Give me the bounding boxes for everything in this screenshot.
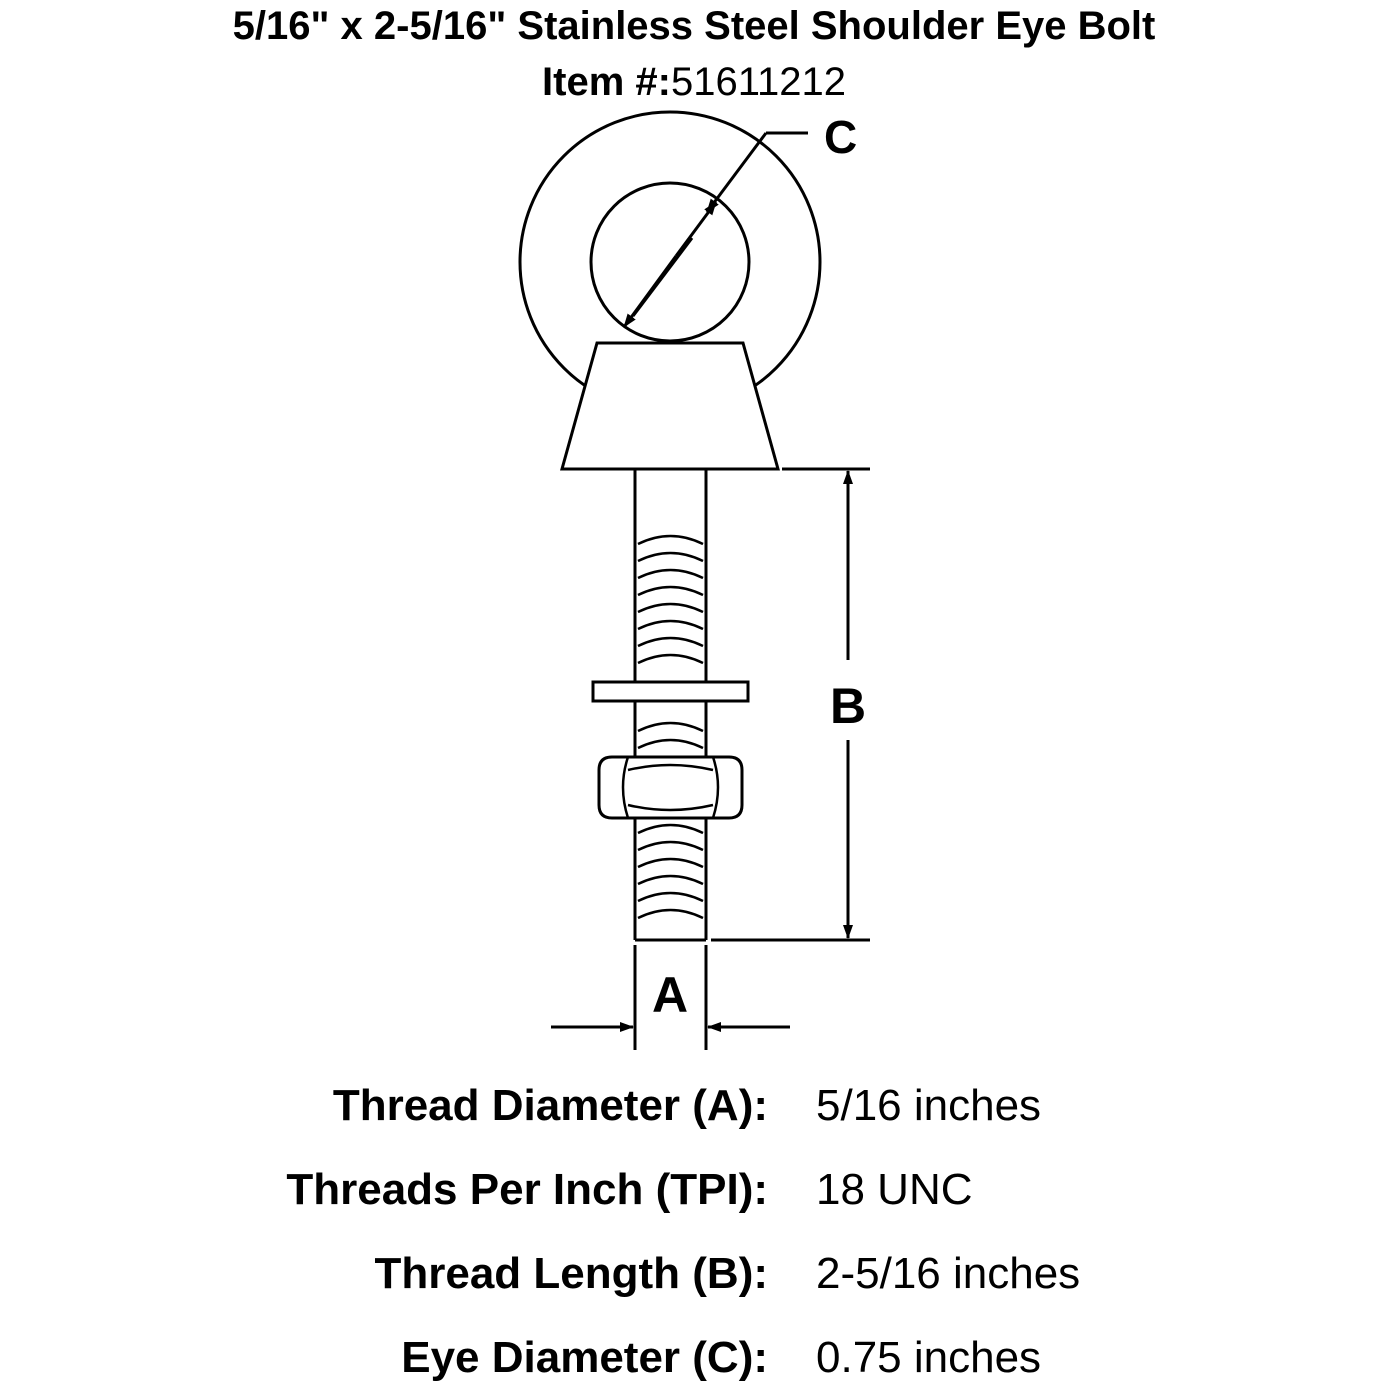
thread-crest (638, 570, 703, 578)
thread-crest (638, 859, 703, 867)
thread-crest (638, 893, 703, 901)
threaded-shank (635, 469, 706, 940)
thread-crest (638, 638, 703, 646)
dimension-b-label: B (829, 678, 867, 734)
spec-row-thread-diameter (0, 1080, 1388, 1140)
spec-value: 5/16 inches (816, 1081, 1042, 1130)
thread-crest (638, 910, 703, 918)
shoulder (562, 343, 778, 469)
product-title: 5/16" x 2-5/16" Stainless Steel Shoulder Eye Bolt (232, 4, 1156, 48)
spec-label: Threads Per Inch (TPI): (286, 1165, 768, 1214)
thread-crest (638, 723, 703, 731)
item-number-label: Item #: (542, 60, 671, 104)
thread-crest (638, 604, 703, 612)
thread-crest (638, 842, 703, 850)
spec-row-eye-diameter (0, 1332, 1388, 1392)
spec-label: Eye Diameter (C): (401, 1333, 768, 1382)
spec-value: 0.75 inches (816, 1333, 1042, 1382)
thread-crest (638, 553, 703, 561)
thread-crest (638, 876, 703, 884)
spec-row-thread-length (0, 1248, 1388, 1308)
washer (593, 682, 748, 701)
thread-crest (638, 825, 703, 833)
dimension-a-label: A (651, 967, 689, 1023)
item-number-value: 51611212 (670, 60, 846, 104)
thread-crest (638, 740, 703, 748)
spec-label: Thread Diameter (A): (332, 1081, 768, 1130)
thread-crest (638, 587, 703, 595)
dimension-a (551, 945, 790, 1050)
spec-value: 2-5/16 inches (816, 1249, 1081, 1298)
thread-crest (638, 536, 703, 544)
thread-crest (638, 621, 703, 629)
thread-crest (638, 655, 703, 663)
dimension-b (711, 469, 870, 940)
dimension-c-label: C (824, 111, 858, 163)
hex-nut (599, 757, 742, 818)
spec-row-tpi (0, 1164, 1388, 1224)
spec-value: 18 UNC (816, 1165, 973, 1214)
spec-label: Thread Length (B): (374, 1249, 768, 1298)
